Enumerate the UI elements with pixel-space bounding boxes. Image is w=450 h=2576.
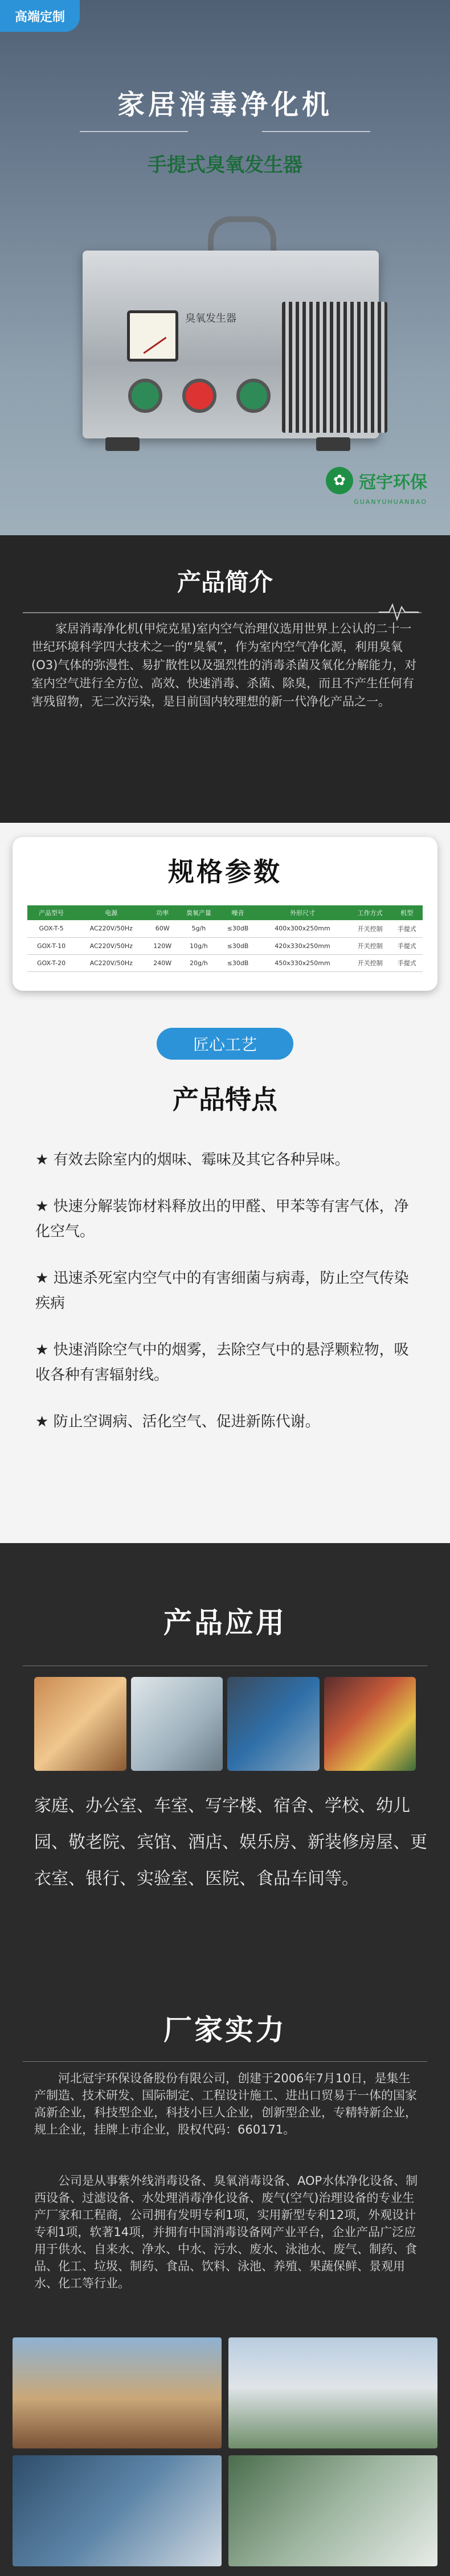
factory-section	[0, 1990, 450, 2576]
table-row	[27, 937, 423, 954]
brand-name: 冠宇环保	[359, 473, 427, 493]
hero-title: 家居消毒净化机	[117, 89, 333, 121]
spec-header-cell: 机型	[391, 905, 423, 920]
title-divider-left	[80, 131, 188, 132]
spec-cell: AC220V/50Hz	[75, 920, 147, 937]
spec-cell: 240W	[147, 954, 178, 971]
device-foot	[316, 437, 350, 451]
spec-table	[27, 905, 423, 972]
brand-logo-block	[326, 467, 427, 494]
device-body	[83, 251, 379, 438]
spec-cell: 450x330x250mm	[256, 954, 349, 971]
spec-cell: ≤30dB	[220, 920, 256, 937]
factory-photo-gate	[13, 2337, 222, 2448]
spec-cell: GOX-T-10	[27, 937, 75, 954]
spec-cell: AC220V/50Hz	[75, 937, 147, 954]
applications-gallery	[34, 1677, 416, 1771]
list-item: ★ 快速消除空气中的烟雾，去除空气中的悬浮颗粒物，吸收各种有害辐射线。	[35, 1342, 409, 1384]
spec-cell: 开关控制	[349, 920, 391, 937]
intro-text: 家居消毒净化机(甲烷克星)室内空气治理仪选用世界上公认的二十一世纪环境科学四大技术之一的“臭氧”，作为室内空气净化源，利用臭氧(O3)气体的弥漫性、易扩散性以及强烈性的消毒杀菌及氧化分解能力，对室内空气进行全方位、高效、快速消毒、杀菌、除臭，而且不产生任何有害残留物，无二次污染，是目前国内较理想的新一代净化产品之一。	[31, 622, 417, 708]
spec-cell: GOX-T-20	[27, 954, 75, 971]
title-divider-right	[262, 131, 370, 132]
factory-paragraph-1: 河北冠宇环保设备股份有限公司，创建于2006年7月10日，是集生产制造、技术研发、国际制定、工程设计施工、进出口贸易于一体的国家高新企业，科技型企业，科技小巨人企业，创新型企业，专精特新企业，规上企业，挂牌上市企业，股权代码：660171。	[34, 2072, 417, 2136]
spec-cell: 手提式	[391, 954, 423, 971]
list-item: ★ 防止空调病、活化空气、促进新陈代谢。	[35, 1413, 320, 1430]
spec-header-cell: 电源	[75, 905, 147, 920]
factory-photo-plant	[228, 2455, 437, 2566]
spec-header-cell: 臭氧产量	[178, 905, 220, 920]
hero-banner	[0, 0, 450, 535]
spec-cell: 60W	[147, 920, 178, 937]
list-item: ★ 快速分解装饰材料释放出的甲醛、甲苯等有害气体，净化空气。	[35, 1198, 409, 1240]
product-intro-section	[0, 535, 450, 823]
factory-divider	[23, 2061, 427, 2062]
device-knob-right	[236, 379, 271, 413]
app-photo-office	[131, 1677, 223, 1771]
spec-cell: 开关控制	[349, 937, 391, 954]
craft-badge: 匠心工艺	[157, 1028, 293, 1060]
app-photo-home	[34, 1677, 126, 1771]
intro-divider	[23, 612, 422, 613]
table-row	[27, 920, 423, 937]
app-photo-workplace	[227, 1677, 320, 1771]
spec-header-cell: 产品型号	[27, 905, 75, 920]
brand-english: GUANYUHUANBAO	[354, 498, 427, 506]
list-item: ★ 迅速杀死室内空气中的有害细菌与病毒，防止空气传染疾病	[35, 1270, 409, 1312]
spec-header-cell: 噪音	[220, 905, 256, 920]
intro-title: 产品简介	[177, 568, 273, 596]
factory-title: 厂家实力	[163, 2013, 287, 2046]
factory-paragraph-2: 公司是从事紫外线消毒设备、臭氧消毒设备、AOP水体净化设备、制西设备、过滤设备、水处理消毒净化设备、废气(空气)治理设备的专业生产厂家和工程商，公司拥有发明专利1项，实用新型专利12项，外观设计专利1项，软著14项，并拥有中国消毒设备网产业平台，企业产品广泛应用于供水、自来水、净水、中水、污水、废水、泳池水、废气、制药、食品、化工、垃圾、制药、食品、饮料、泳池、养殖、果蔬保鲜、景观用水、化工等行业。	[34, 2174, 418, 2290]
spec-cell: 10g/h	[178, 937, 220, 954]
pulse-line-icon	[379, 602, 419, 622]
device-knob-left	[128, 379, 162, 413]
corner-badge: 高端定制	[0, 0, 80, 32]
spec-header-cell: 功率	[147, 905, 178, 920]
device-knob-center	[182, 379, 216, 413]
spec-cell: 手提式	[391, 920, 423, 937]
spec-cell: AC220V/50Hz	[75, 954, 147, 971]
factory-photo-building	[228, 2337, 437, 2448]
spec-card	[13, 837, 437, 991]
device-vent-grille	[282, 302, 387, 433]
hero-subtitle: 手提式臭氧发生器	[148, 154, 302, 177]
applications-section	[0, 1543, 450, 1990]
spec-cell: 120W	[147, 937, 178, 954]
spec-cell: ≤30dB	[220, 954, 256, 971]
spec-header-cell: 外形尺寸	[256, 905, 349, 920]
brand-logo-icon: ✿	[326, 467, 353, 494]
spec-cell: 5g/h	[178, 920, 220, 937]
features-list	[35, 1147, 423, 1456]
spec-cell: ≤30dB	[220, 937, 256, 954]
spec-cell: 开关控制	[349, 954, 391, 971]
spec-cell: 手提式	[391, 937, 423, 954]
ozone-generator-image	[60, 216, 390, 484]
applications-text: 家庭、办公室、车室、写字楼、宿舍、学校、幼儿园、敬老院、宾馆、酒店、娱乐房、新装修房屋、更衣室、银行、实验室、医院、食品车间等。	[34, 1796, 427, 1889]
spec-cell: 400x300x250mm	[256, 920, 349, 937]
spec-cell: 20g/h	[178, 954, 220, 971]
spec-header-cell: 工作方式	[349, 905, 391, 920]
table-row	[27, 954, 423, 971]
spec-cell: GOX-T-5	[27, 920, 75, 937]
device-foot	[105, 437, 140, 451]
spec-cell: 420x330x250mm	[256, 937, 349, 954]
app-photo-entertainment	[324, 1677, 416, 1771]
spec-title: 规格参数	[168, 856, 282, 887]
factory-gallery	[13, 2337, 437, 2566]
features-section	[0, 1016, 450, 1543]
spec-section	[0, 823, 450, 1016]
applications-title: 产品应用	[163, 1606, 287, 1639]
spec-header-row	[27, 905, 423, 920]
features-title: 产品特点	[173, 1084, 277, 1115]
device-meter	[127, 310, 178, 362]
list-item: ★ 有效去除室内的烟味、霉味及其它各种异味。	[35, 1151, 350, 1168]
device-label: 臭氧发生器	[185, 313, 236, 325]
factory-photo-workshop	[13, 2455, 222, 2566]
